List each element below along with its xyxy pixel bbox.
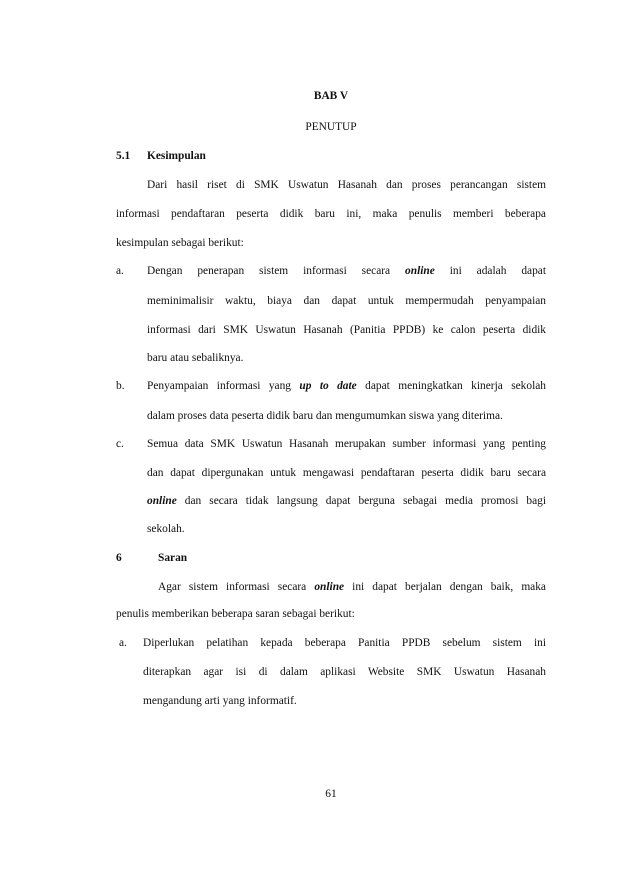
paragraph-line: Agar sistem informasi secara online ini dapat berjalan dengan baik, maka [158, 581, 546, 593]
paragraph-line: Dari hasil riset di SMK Uswatun Hasanah dan proses perancangan sistem [147, 179, 546, 191]
list-item-line: informasi dari SMK Uswatun Hasanah (Panitia PPDB) ke calon peserta didik [147, 324, 546, 336]
list-item-line: baru atau sebaliknya. [147, 352, 244, 364]
list-marker: c. [116, 438, 124, 450]
list-marker: a. [119, 637, 127, 649]
list-item-line: mengandung arti yang informatif. [143, 695, 297, 707]
list-item-line: dalam proses data peserta didik baru dan mengumumkan siswa yang diterima. [147, 410, 503, 422]
list-item-line: meminimalisir waktu, biaya dan dapat untuk mempermudah penyampaian [147, 295, 546, 307]
list-marker: a. [116, 265, 124, 277]
paragraph-line: kesimpulan sebagai berikut: [116, 237, 244, 249]
list-item-line: Penyampaian informasi yang up to date dapat meningkatkan kinerja sekolah [147, 380, 546, 392]
section-number: 5.1 [116, 150, 131, 162]
section-number: 6 [116, 552, 122, 564]
list-item-line: online dan secara tidak langsung dapat berguna sebagai media promosi bagi [147, 495, 546, 507]
section-heading: Saran [158, 552, 188, 564]
list-item-line: Diperlukan pelatihan kepada beberapa Panitia PPDB sebelum sistem ini [143, 637, 546, 649]
chapter-subtitle: PENUTUP [305, 121, 357, 133]
section-heading: Kesimpulan [147, 150, 206, 162]
list-item-line: diterapkan agar isi di dalam aplikasi Website SMK Uswatun Hasanah [143, 666, 546, 678]
list-item-line: sekolah. [147, 523, 185, 535]
list-item-line: Dengan penerapan sistem informasi secara online ini adalah dapat [147, 265, 546, 277]
list-marker: b. [116, 380, 125, 392]
page-number: 61 [325, 788, 337, 800]
list-item-line: dan dapat dipergunakan untuk mengawasi pendaftaran peserta didik baru secara [147, 467, 546, 479]
paragraph-line: penulis memberikan beberapa saran sebagai berikut: [116, 608, 355, 620]
paragraph-line: informasi pendaftaran peserta didik baru ini, maka penulis memberi beberapa [116, 208, 546, 220]
chapter-title: BAB V [313, 90, 349, 102]
list-item-line: Semua data SMK Uswatun Hasanah merupakan sumber informasi yang penting [147, 438, 546, 450]
